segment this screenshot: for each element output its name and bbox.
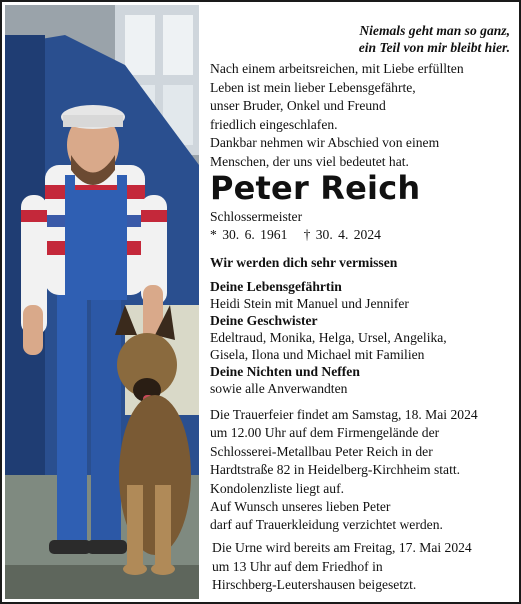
- family-names: Gisela, Ilona und Michael mit Familien: [210, 347, 425, 362]
- urn-line: Hirschberg-Leutershausen beigesetzt.: [212, 577, 417, 593]
- intro-text: [210, 60, 515, 171]
- funeral-line: Auf Wunsch unseres lieben Peter: [210, 499, 391, 515]
- intro-line: Menschen, der uns viel bedeutet hat.: [210, 153, 409, 169]
- intro-line: Dankbar nehmen wir Abschied von einem: [210, 135, 440, 150]
- family-relation: Deine Nichten und Neffen: [210, 364, 360, 379]
- motto-line: Niemals geht man so ganz,: [359, 23, 510, 38]
- funeral-line: darf auf Trauerkleidung verzichtet werden.: [210, 517, 443, 533]
- family-list: [210, 278, 515, 397]
- portrait-with-dog-icon: [5, 5, 199, 599]
- intro-line: unser Bruder, Onkel und Freund: [210, 98, 386, 113]
- funeral-line: um 12.00 Uhr auf dem Firmengelände der: [210, 425, 440, 441]
- family-names: sowie alle Anverwandten: [210, 381, 348, 396]
- funeral-info: [210, 406, 515, 535]
- urn-line: Die Urne wird bereits am Freitag, 17. Mai 2024: [212, 540, 472, 555]
- family-names: Edeltraud, Monika, Helga, Ursel, Angelika,: [210, 330, 447, 345]
- portrait-photo: [5, 5, 199, 599]
- family-relation: Deine Lebensgefährtin: [210, 279, 342, 294]
- motto: [359, 22, 510, 56]
- funeral-line: Schlosserei-Metallbau Peter Reich in der: [210, 443, 433, 459]
- deceased-name: Peter Reich: [210, 169, 421, 207]
- intro-line: Nach einem arbeitsreichen, mit Liebe erfüllten: [210, 61, 464, 76]
- intro-line: friedlich eingeschlafen.: [210, 116, 338, 132]
- urn-line: um 13 Uhr auf dem Friedhof in: [212, 558, 383, 574]
- funeral-line: Die Trauerfeier findet am Samstag, 18. Mai 2024: [210, 407, 478, 422]
- motto-line: ein Teil von mir bleibt hier.: [358, 40, 510, 55]
- funeral-line: Kondolenzliste liegt auf.: [210, 480, 345, 496]
- text-column: [210, 2, 510, 602]
- life-dates: * 30. 6. 1961 † 30. 4. 2024: [210, 227, 381, 242]
- intro-line: Leben ist mein lieber Lebensgefährte,: [210, 79, 416, 95]
- urn-info: [212, 539, 517, 595]
- deceased-profession: Schlossermeister: [210, 209, 303, 224]
- miss-line: Wir werden dich sehr vermissen: [210, 255, 398, 270]
- family-names: Heidi Stein mit Manuel und Jennifer: [210, 296, 409, 311]
- funeral-line: Hardtstraße 82 in Heidelberg-Kirchheim statt.: [210, 462, 461, 478]
- family-relation: Deine Geschwister: [210, 313, 318, 328]
